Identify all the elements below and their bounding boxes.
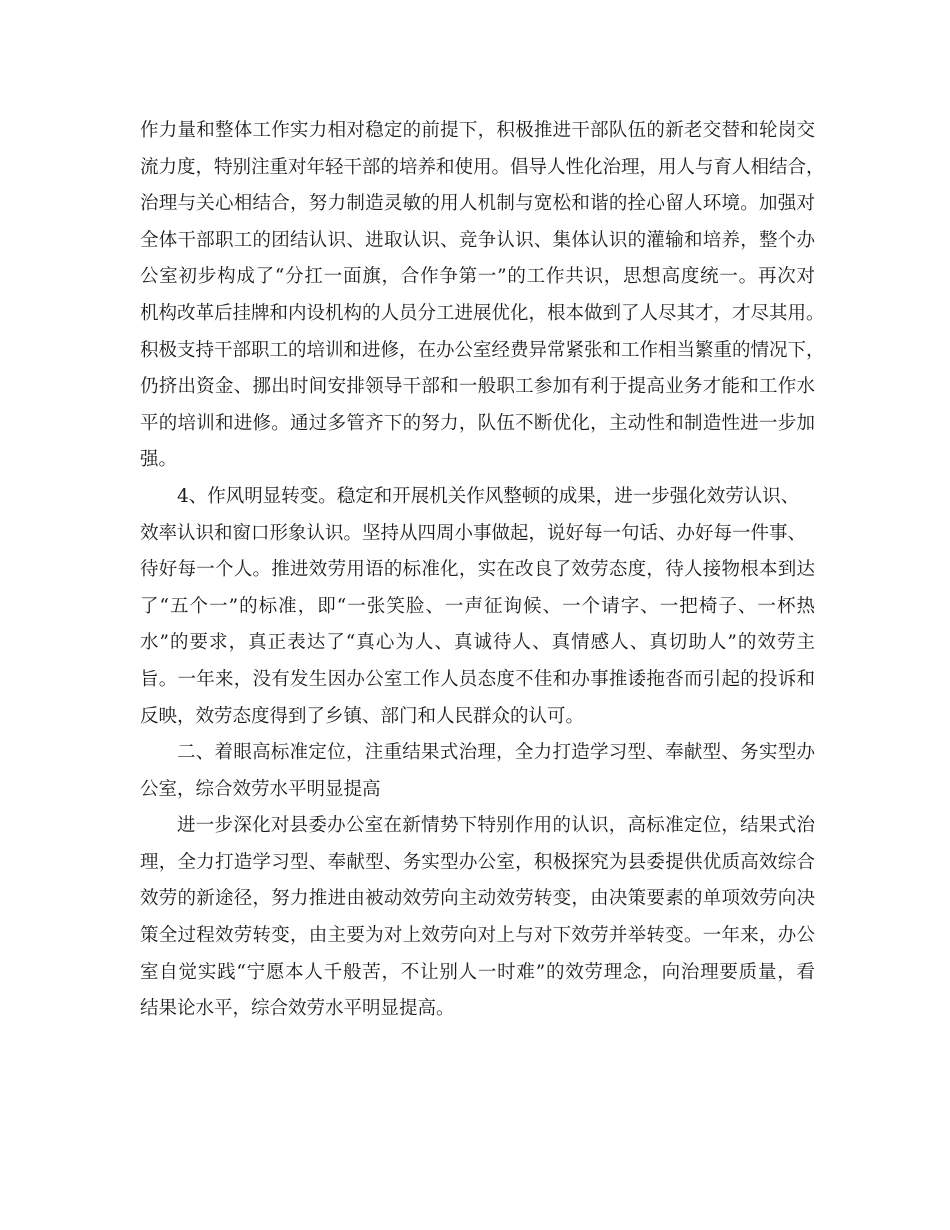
text-line: 二、着眼高标准定位，注重结果式治理，全力打造学习型、奉献型、务实型办 [177, 742, 815, 764]
text-line: 机构改革后挂牌和内设机构的人员分工进展优化，根本做到了人尽其才，才尽其用。 [140, 302, 825, 324]
document-body [140, 113, 825, 1028]
text-line: 水”的要求，真正表达了“真心为人、真诚待人、真情感人、真切助人”的效劳主 [140, 632, 815, 654]
text-line: 全体干部职工的团结认识、进取认识、竞争认识、集体认识的灌输和培养，整个办 [140, 229, 815, 251]
text-line: 公室初步构成了“分扛一面旗，合作争第一”的工作共识，思想高度统一。再次对 [140, 266, 815, 288]
text-line: 公室，综合效劳水平明显提高 [140, 778, 381, 800]
text-line: 仍挤出资金、挪出时间安排领导干部和一般职工参加有利于提高业务才能和工作水 [140, 376, 815, 398]
text-line: 作力量和整体工作实力相对稳定的前提下，积极推进干部队伍的新老交替和轮岗交 [140, 120, 815, 141]
text-line: 积极支持干部职工的培训和进修，在办公室经费异常紧张和工作相当繁重的情况下， [140, 339, 825, 361]
text-line: 进一步深化对县委办公室在新情势下特别作用的认识，高标准定位，结果式治 [177, 815, 815, 837]
text-line: 结果论水平，综合效劳水平明显提高。 [140, 998, 455, 1020]
text-line: 效劳的新途径，努力推进由被动效劳向主动效劳转变，由决策要素的单项效劳向决 [140, 888, 815, 910]
text-line: 待好每一个人。推进效劳用语的标准化，实在改良了效劳态度，待人接物根本到达 [140, 559, 815, 581]
text-line: 平的培训和进修。通过多管齐下的努力，队伍不断优化，主动性和制造性进一步加 [140, 412, 815, 434]
text-line: 流力度，特别注重对年轻干部的培养和使用。倡导人性化治理，用人与育人相结合， [140, 156, 825, 178]
text-line: 室自觉实践“宁愿本人千般苦，不让别人一时难”的效劳理念，向治理要质量，看 [140, 961, 815, 983]
text-line: 4、作风明显转变。稳定和开展机关作风整顿的成果，进一步强化效劳认识、 [177, 485, 800, 507]
text-line: 了“五个一”的标准，即“一张笑脸、一声征询候、一个请字、一把椅子、一杯热 [140, 595, 815, 617]
text-line: 策全过程效劳转变，由主要为对上效劳向对上与对下效劳并举转变。一年来，办公 [140, 925, 815, 947]
text-line: 旨。一年来，没有发生因办公室工作人员态度不佳和办事推诿拖沓而引起的投诉和 [140, 668, 815, 690]
text-line: 治理与关心相结合，努力制造灵敏的用人机制与宽松和谐的拴心留人环境。加强对 [140, 193, 815, 215]
text-line: 理，全力打造学习型、奉献型、务实型办公室，积极探究为县委提供优质高效综合 [140, 851, 815, 873]
text-line: 反映，效劳态度得到了乡镇、部门和人民群众的认可。 [140, 705, 585, 727]
text-line: 效率认识和窗口形象认识。坚持从四周小事做起，说好每一句话、办好每一件事、 [140, 522, 807, 544]
text-line: 强。 [140, 449, 178, 471]
